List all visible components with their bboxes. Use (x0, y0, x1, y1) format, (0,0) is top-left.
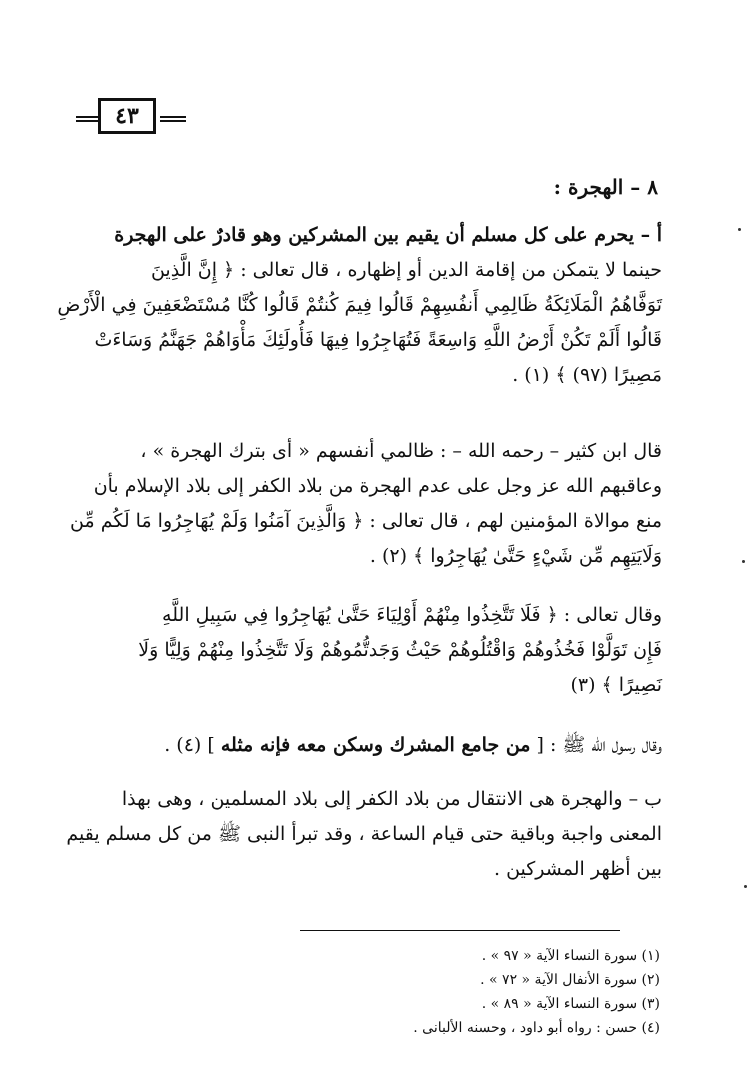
text-line: وقال تعالى : ﴿ فَلَا تَتَّخِذُوا مِنْهُمْ أَوْلِيَاءَ حَتَّىٰ يُهَاجِرُوا فِي سَبِيلِ اللَّهِ (162, 604, 662, 626)
scan-speck (738, 228, 741, 231)
page-number: ٤٣ (98, 98, 156, 134)
paragraph-ibn-kathir (70, 434, 662, 574)
footnote: (٣) سورة النساء الآية « ٨٩ » . (481, 996, 660, 1012)
scan-speck (742, 560, 745, 563)
text-line: نَصِيرًا ﴾ (٣) (570, 674, 662, 696)
hadith-text: من جامع المشرك وسكن معه فإنه مثله (220, 734, 531, 756)
hadith-line-content (86, 728, 662, 763)
text-line: تَوَفَّاهُمُ الْمَلَائِكَةُ ظَالِمِي أَنفُسِهِمْ قَالُوا فِيمَ كُنتُمْ قَالُوا كُنَّا مُسْتَضْعَفِينَ فِي الْأَرْضِ (57, 294, 662, 316)
section-heading: ٨ – الهجرة : (553, 175, 658, 199)
text-line: قَالُوا أَلَمْ تَكُنْ أَرْضُ اللَّهِ وَاسِعَةً فَتُهَاجِرُوا فِيهَا فَأُولَئِكَ مَأْوَاهُمْ جَهَنَّمُ وَسَاءَتْ (94, 329, 662, 351)
footnote: (٤) حسن : رواه أبو داود ، وحسنه الألبانى . (413, 1020, 660, 1036)
text-line: أ – يحرم على كل مسلم أن يقيم بين المشركين وهو قادرٌ على الهجرة (114, 224, 662, 246)
paragraph-a (57, 218, 662, 393)
text-line: فَإِن تَوَلَّوْا فَخُذُوهُمْ وَاقْتُلُوهُمْ حَيْثُ وَجَدتُّمُوهُمْ وَلَا تَتَّخِذُوا مِنْهُمْ وَلِيًّا وَلَا (138, 639, 662, 661)
paragraph-b (66, 782, 662, 887)
text-line: مَصِيرًا (٩٧) ﴾ (١) . (512, 364, 662, 386)
hadith-line (86, 728, 662, 763)
text-line: المعنى واجبة وباقية حتى قيام الساعة ، وقد تبرأ النبى ﷺ من كل مسلم يقيم (66, 823, 662, 845)
footnote: (٢) سورة الأنفال الآية « ٧٢ » . (480, 972, 660, 988)
page-number-rule-left (76, 116, 98, 122)
hadith-intro: وقال رسول الله ﷺ : [ (536, 734, 662, 756)
text-line: وَلَايَتِهِم مِّن شَيْءٍ حَتَّىٰ يُهَاجِرُوا ﴾ (٢) . (369, 545, 662, 567)
text-line: منع موالاة المؤمنين لهم ، قال تعالى : ﴿ وَالَّذِينَ آمَنُوا وَلَمْ يُهَاجِرُوا مَا لَكُم مِّن (70, 510, 662, 532)
hadith-end: ] (٤) . (164, 734, 215, 756)
footnote-divider (300, 930, 620, 931)
footnotes (413, 944, 660, 1040)
page-number-frame (76, 98, 186, 138)
text-line: ب – والهجرة هى الانتقال من بلاد الكفر إلى بلاد المسلمين ، وهى بهذا (121, 788, 662, 810)
page-number-rule-right (160, 116, 186, 122)
text-line: وعاقبهم الله عز وجل على عدم الهجرة من بلاد الكفر إلى بلاد الإسلام بأن (93, 475, 662, 497)
footnote: (١) سورة النساء الآية « ٩٧ » . (481, 948, 660, 964)
text-line: حينما لا يتمكن من إقامة الدين أو إظهاره ، قال تعالى : ﴿ إِنَّ الَّذِينَ (150, 259, 662, 281)
text-line: قال ابن كثير – رحمه الله – : ظالمي أنفسهم « أى بترك الهجرة » ، (140, 440, 662, 462)
scan-speck (744, 885, 747, 888)
paragraph-wa-qal (86, 598, 662, 703)
text-line: بين أظهر المشركين . (493, 858, 662, 880)
